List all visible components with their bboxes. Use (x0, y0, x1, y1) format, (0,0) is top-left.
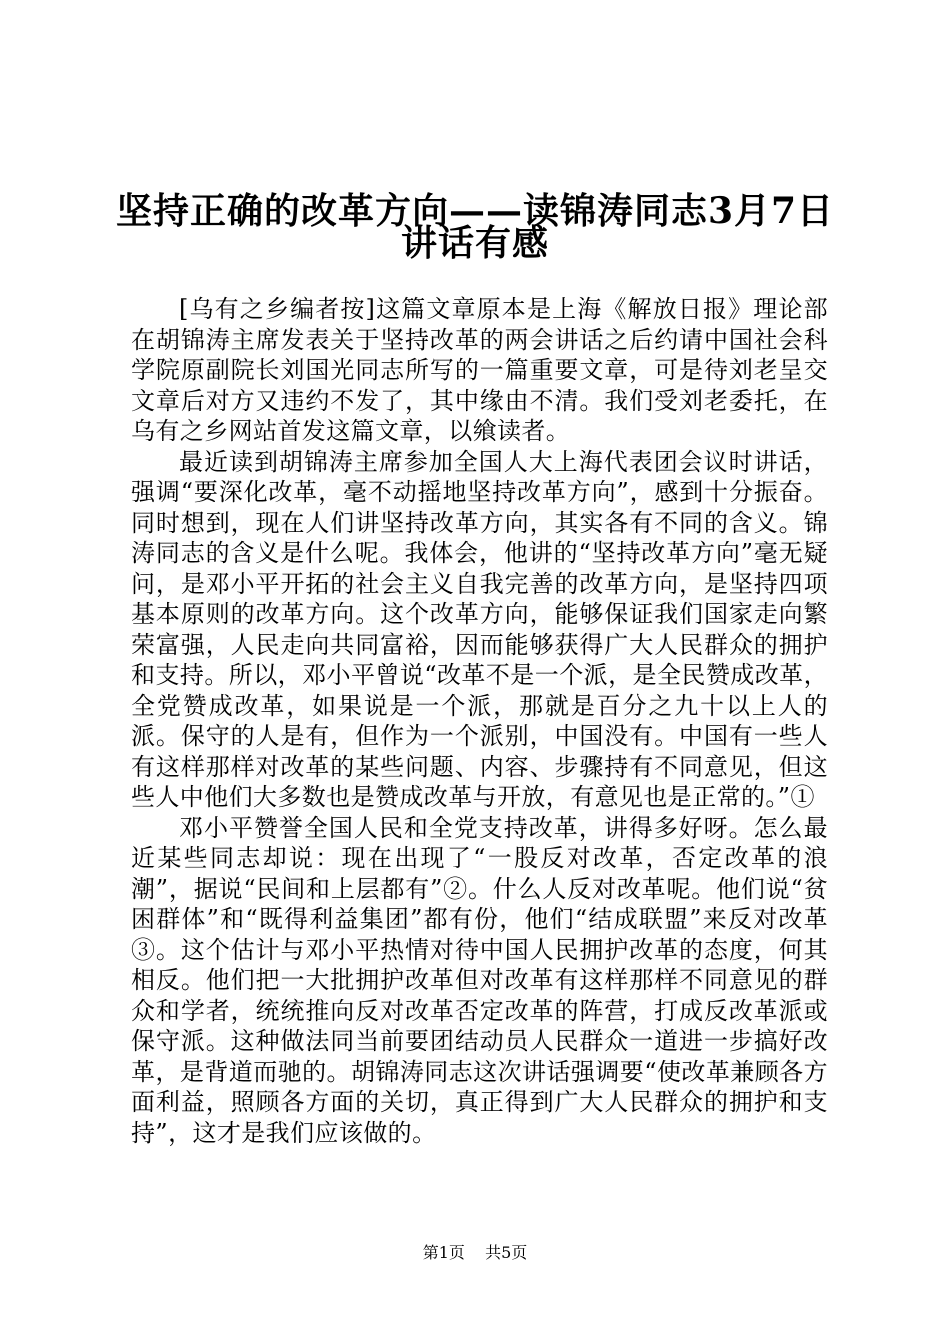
document-body (131, 294, 828, 1148)
page-number: 第1页 (422, 1243, 465, 1262)
paragraph: 最近读到胡锦涛主席参加全国人大上海代表团会议时讲话，强调“要深化改革，毫不动摇地坚持改革方向”，感到十分振奋。同时想到，现在人们讲坚持改革方向，其实各有不同的含义。锦涛同志的含义是什么呢。我体会，他讲的“坚持改革方向”毫无疑问，是邓小平开拓的社会主义自我完善的改革方向，是坚持四项基本原则的改革方向。这个改革方向，能够保证我们国家走向繁荣富强，人民走向共同富裕，因而能够获得广大人民群众的拥护和支持。所以，邓小平曾说“改革不是一个派，是全民赞成改革，全党赞成改革，如果说是一个派，那就是百分之九十以上人的派。保守的人是有，但作为一个派别，中国没有。中国有一些人有这样那样对改革的某些问题、内容、步骤持有不同意见，但这些人中他们大多数也是赞成改革与开放，有意见也是正常的。”① (131, 447, 828, 811)
page-footer (0, 1243, 950, 1263)
paragraph: 邓小平赞誉全国人民和全党支持改革，讲得多好呀。怎么最近某些同志却说：现在出现了“一股反对改革，否定改革的浪潮”，据说“民间和上层都有”②。什么人反对改革呢。他们说“贫困群体”和“既得利益集团”都有份，他们“结成联盟”来反对改革③。这个估计与邓小平热情对待中国人民拥护改革的态度，何其相反。他们把一大批拥护改革但对改革有这样那样不同意见的群众和学者，统统推向反对改革否定改革的阵营，打成反改革派或保守派。这种做法同当前要团结动员人民群众一道进一步搞好改革，是背道而驰的。胡锦涛同志这次讲话强调要“使改革兼顾各方面利益，照顾各方面的关切，真正得到广大人民群众的拥护和支持”，这才是我们应该做的。 (131, 813, 828, 1147)
document-title-line1: 坚持正确的改革方向——读锦涛同志3月7日 (115, 190, 835, 232)
page-total: 共5页 (485, 1243, 528, 1262)
document-title-line2: 讲话有感 (400, 222, 549, 264)
paragraph-editor-note: [乌有之乡编者按]这篇文章原本是上海《解放日报》理论部在胡锦涛主席发表关于坚持改革的两会讲话之后约请中国社会科学院原副院长刘国光同志所写的一篇重要文章，可是待刘老呈交文章后对方又违约不发了，其中缘由不清。我们受刘老委托，在乌有之乡网站首发这篇文章，以飨读者。 (131, 295, 828, 445)
